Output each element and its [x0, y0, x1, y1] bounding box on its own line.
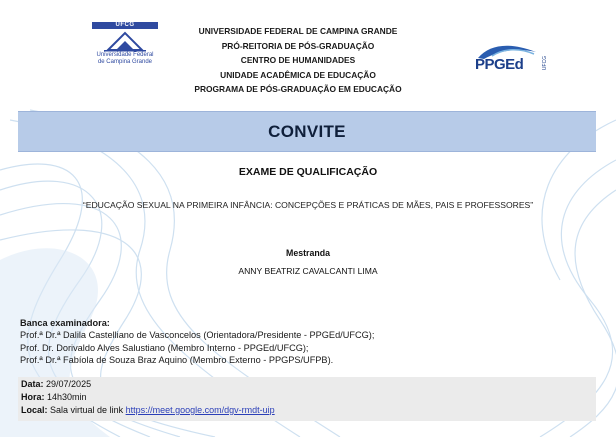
institution-header [170, 24, 426, 97]
date-row [21, 379, 91, 389]
institution-line: PRÓ-REITORIA DE PÓS-GRADUAÇÃO [221, 40, 375, 51]
ufcg-caption-line-2: de Campina Grande [97, 59, 153, 65]
examination-committee [20, 317, 580, 367]
thesis-title: “EDUCAÇÃO SEXUAL NA PRIMEIRA INFÂNCIA: CONCEPÇÕES E PRÁTICAS DE MÃES, PAIS E PROFESSORES” [82, 200, 534, 210]
invitation-title: CONVITE [268, 121, 346, 141]
ppged-logo-text: PPGEd [475, 56, 524, 73]
institution-line: UNIVERSIDADE FEDERAL DE CAMPINA GRANDE [198, 26, 398, 36]
ufcg-caption-line-1: Universidade Federal [96, 52, 154, 58]
ppged-logo-side-text: UFCG [542, 55, 549, 71]
ufcg-logo [92, 22, 158, 66]
title-band [18, 111, 596, 152]
ufcg-logo-bar: UFCG [92, 22, 158, 29]
place-label: Local: [21, 405, 48, 415]
meeting-link[interactable]: https://meet.google.com/dgv-rmdt-uip [125, 405, 275, 415]
institution-line: UNIDADE ACADÊMICA DE EDUCAÇÃO [220, 69, 376, 80]
ppged-logo [470, 42, 550, 76]
time-value: 14h30min [47, 392, 87, 402]
candidate-name: ANNY BEATRIZ CAVALCANTI LIMA [238, 266, 378, 276]
committee-member: Prof.ª Dr.ª Fabíola de Souza Braz Aquino (Membro Externo - PPGPS/UFPB). [20, 355, 334, 366]
committee-member: Prof.ª Dr.ª Dalila Castelliano de Vasconcelos (Orientadora/Presidente - PPGEd/UFCG); [20, 330, 375, 341]
event-details [18, 377, 596, 421]
place-row [21, 405, 275, 415]
ufcg-emblem-icon [100, 30, 150, 52]
committee-member: Prof. Dr. Dorivaldo Alves Salustiano (Membro Interno - PPGEd/UFCG); [20, 342, 309, 353]
institution-line: PROGRAMA DE PÓS-GRADUAÇÃO EM EDUCAÇÃO [194, 84, 402, 95]
committee-title: Banca examinadora: [20, 318, 110, 328]
time-row [21, 392, 87, 402]
date-value: 29/07/2025 [46, 379, 92, 389]
institution-line: CENTRO DE HUMANIDADES [240, 55, 356, 66]
place-value: Sala virtual de link [50, 405, 124, 415]
time-label: Hora: [21, 392, 45, 402]
date-label: Data: [21, 379, 44, 389]
candidate-role: Mestranda [286, 248, 330, 258]
exam-type: EXAME DE QUALIFICAÇÃO [238, 166, 378, 178]
